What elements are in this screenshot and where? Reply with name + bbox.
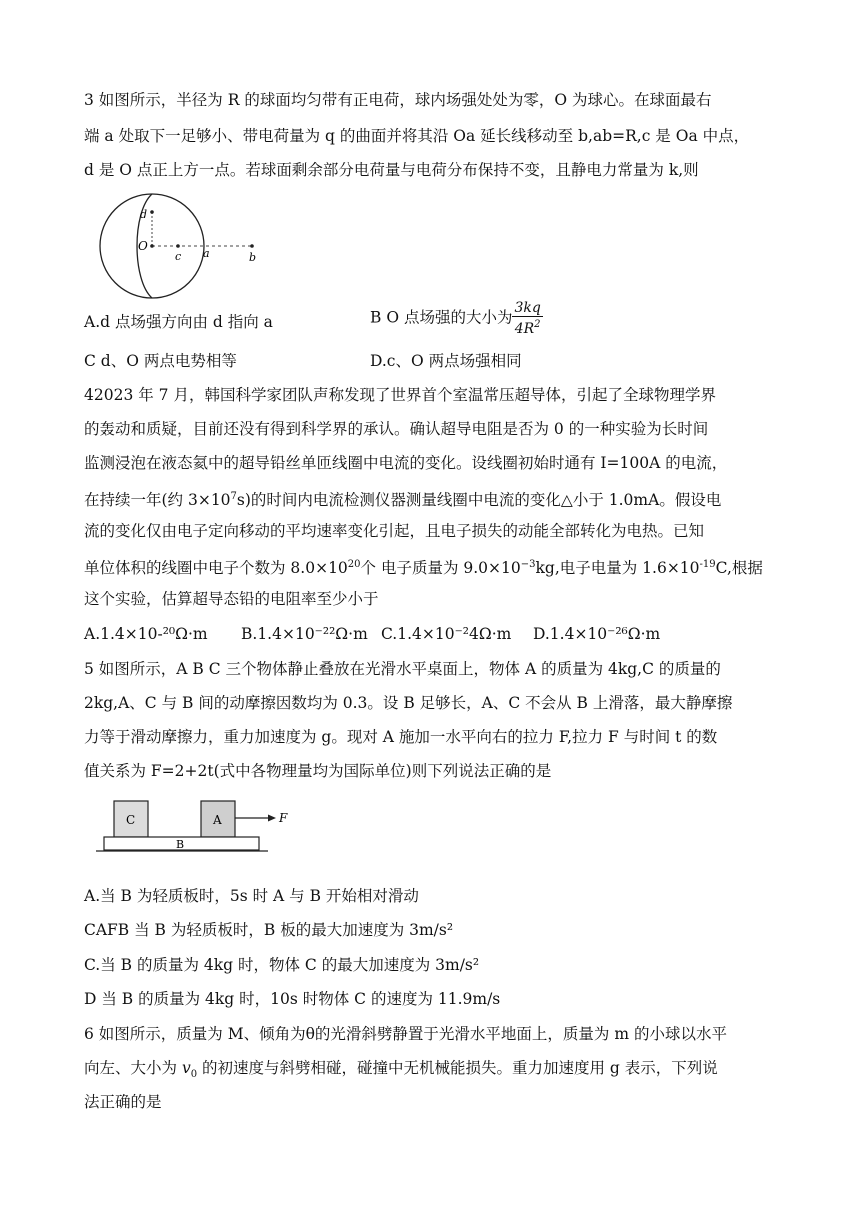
q4-line-6-part-a: 单位体积的线圈中电子个数为 8.0×10 (84, 559, 348, 577)
q3-line-1: 3 如图所示，半径为 R 的球面均匀带有正电荷，球内场强处处为零，O 为球心。在球面最右 (84, 91, 712, 109)
q4-line-5: 流的变化仅由电子定向移动的平均速率变化引起，且电子损失的动能全部转化为电热。已知 (84, 522, 705, 540)
sphere-figure (96, 190, 276, 302)
q4-line-6 (84, 555, 763, 578)
point-b (250, 244, 254, 248)
q4-line-6-part-c: kg,电子电量为 1.6×10 (535, 559, 700, 577)
fraction-numerator: 3kq (514, 300, 541, 316)
q4-line-7: 这个实验，估算超导态铅的电阻率至少小于 (84, 590, 379, 608)
q3-option-d: D.c、O 两点场强相同 (370, 352, 522, 370)
q6-velocity-subscript: 0 (190, 1069, 198, 1081)
q6-line-1: 6 如图所示，质量为 M、倾角为θ的光滑斜劈静置于光滑水平地面上，质量为 m 的小球以水平 (84, 1025, 727, 1043)
q4-line-6-part-b: 个 电子质量为 9.0×10 (360, 559, 521, 577)
q5-option-a: A.当 B 为轻质板时，5s 时 A 与 B 开始相对滑动 (84, 887, 419, 905)
q4-line-4-part-b: s)的时间内电流检测仪器测量线圈中电流的变化△小于 1.0mA。假设电 (236, 491, 722, 509)
q3-option-b-text: B O 点场强的大小为 (370, 308, 513, 327)
q6-line-2-part-a: 向左、大小为 (84, 1059, 182, 1077)
point-o (150, 244, 154, 248)
label-block-a: A (213, 813, 222, 827)
q4-line-6-part-d: C,根据 (715, 559, 763, 577)
q5-line-1: 5 如图所示，A B C 三个物体静止叠放在光滑水平桌面上，物体 A 的质量为 4kg,C 的质量的 (84, 660, 721, 678)
q4-option-c: C.1.4×10⁻²4Ω·m (381, 625, 512, 643)
label-d: d (140, 208, 148, 221)
label-o: O (138, 239, 148, 253)
label-force-f: F (279, 811, 288, 825)
label-board-b: B (176, 838, 185, 851)
q5-line-2: 2kg,A、C 与 B 间的动摩擦因数均为 0.3。设 B 足够长，A、C 不会从 B 上滑落，最大静摩擦 (84, 694, 733, 712)
blocks-figure (96, 796, 296, 858)
label-a: a (203, 247, 210, 260)
denominator-base: 4R (514, 321, 535, 337)
q5-option-d: D 当 B 的质量为 4kg 时，10s 时物体 C 的速度为 11.9m/s (84, 990, 501, 1008)
q4-option-a: A.1.4×10-²⁰Ω·m (84, 625, 208, 643)
q4-option-d: D.1.4×10⁻²⁶Ω·m (533, 625, 661, 643)
q6-line-2-part-b: 的初速度与斜劈相碰，碰撞中无机械能损失。重力加速度用 g 表示，下列说 (197, 1059, 718, 1077)
q5-option-b: CAFB 当 B 为轻质板时，B 板的最大加速度为 3m/s² (84, 921, 454, 939)
q4-line-6-exp-1: 20 (347, 559, 361, 570)
q4-line-4 (84, 487, 721, 510)
denominator-exponent: 2 (534, 319, 541, 330)
point-c (176, 244, 180, 248)
q3-option-b-fraction (512, 300, 542, 337)
q3-option-b (370, 300, 543, 337)
q3-line-2: 端 a 处取下一足够小、带电荷量为 q 的曲面并将其沿 Oa 延长线移动至 b,ab=R,c 是 Oa 中点， (84, 127, 750, 145)
label-c: c (175, 250, 182, 263)
label-block-c: C (126, 813, 136, 827)
q5-option-c: C.当 B 的质量为 4kg 时，物体 C 的最大加速度为 3m/s² (84, 956, 480, 974)
q3-option-c: C d、O 两点电势相等 (84, 352, 237, 370)
fraction-denominator (512, 317, 542, 337)
q3-line-3: d 是 O 点正上方一点。若球面剩余部分电荷量与电荷分布保持不变，且静电力常量为 k,则 (84, 161, 699, 179)
q4-line-4-exponent: 7 (230, 491, 237, 502)
q4-option-b: B.1.4×10⁻²²Ω·m (241, 625, 368, 643)
q4-line-2: 的轰动和质疑，目前还没有得到科学界的承认。确认超导电阻是否为 0 的一种实验为长时间 (84, 420, 709, 438)
q4-line-6-exp-3: -19 (699, 559, 716, 570)
q6-line-2 (84, 1058, 718, 1085)
q4-line-3: 监测浸泡在液态氦中的超导铅丝单匝线圈中电流的变化。设线圈初始时通有 I=100A 的电流， (84, 454, 728, 472)
point-d (150, 210, 154, 214)
q5-line-3: 力等于滑动摩擦力，重力加速度为 g。现对 A 施加一水平向右的拉力 F,拉力 F 与时间 t 的数 (84, 728, 718, 746)
q6-line-3: 法正确的是 (84, 1093, 162, 1111)
q4-line-1: 42023 年 7 月，韩国科学家团队声称发现了世界首个室温常压超导体，引起了全球物理学界 (84, 386, 716, 404)
label-b: b (249, 251, 257, 264)
q3-option-a: A.d 点场强方向由 d 指向 a (84, 313, 273, 331)
q4-line-4-part-a: 在持续一年(约 3×10 (84, 491, 231, 509)
q6-velocity-symbol: v (181, 1059, 191, 1077)
force-arrow-head (268, 815, 276, 822)
q5-line-4: 值关系为 F=2+2t(式中各物理量均为国际单位)则下列说法正确的是 (84, 762, 552, 780)
q4-line-6-exp-2: −3 (520, 559, 536, 570)
